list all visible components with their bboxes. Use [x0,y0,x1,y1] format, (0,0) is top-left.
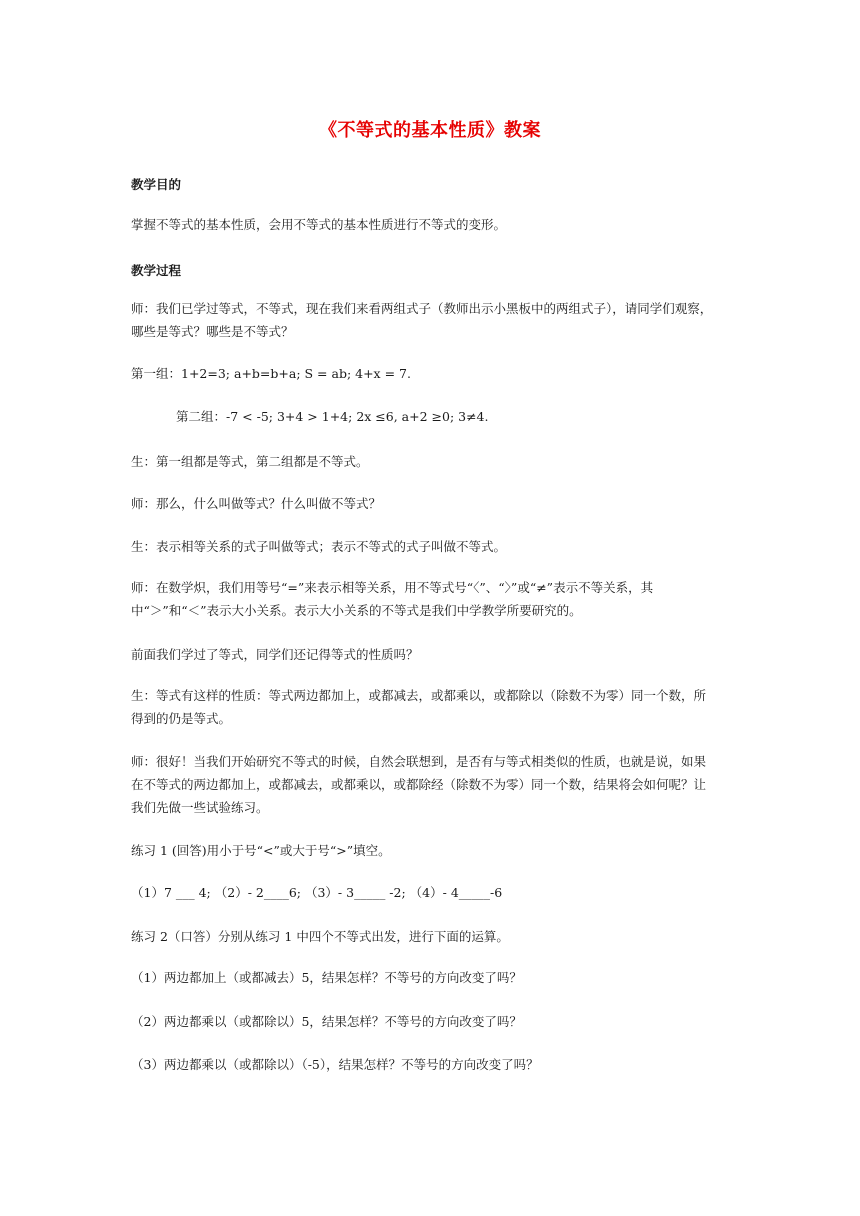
student-answer-2: 生：表示相等关系的式子叫做等式；表示不等式的式子叫做不等式。 [131,539,507,554]
exercise-2: 练习 2（口答）分别从练习 1 中四个不等式出发，进行下面的运算。 [131,929,509,944]
paragraph-line: 在不等式的两边都加上，或都减去，或都乘以，或都除经（除数不为零）同一个数，结果将会如何呢？让 [131,777,707,792]
paragraph-line: 中“＞”和“＜”表示大小关系。表示大小关系的不等式是我们中学教学所要研究的。 [131,603,582,618]
paragraph-teacher-intro [131,297,731,343]
paragraph-line: 哪些是等式？哪些是不等式？ [131,324,294,339]
teacher-transition [131,750,731,819]
heading-teaching-process: 教学过程 [131,263,182,278]
group-two: 第二组：-7 < -5; 3+4 > 1+4; 2x ≤6, a+2 ≥0; 3≠4. [176,409,489,424]
teacher-explanation [131,576,731,622]
student-answer-3 [131,684,731,730]
paragraph-line: 师：很好！当我们开始研究不等式的时候，自然会联想到，是否有与等式相类似的性质，也就是说，如果 [131,754,707,769]
exercise-2-q1: （1）两边都加上（或都减去）5，结果怎样？不等号的方向改变了吗？ [131,970,522,985]
document-title: 《不等式的基本性质》教案 [319,120,541,141]
paragraph-line: 我们先做一些试验练习。 [131,800,269,815]
student-answer-1: 生：第一组都是等式，第二组都是不等式。 [131,454,369,469]
group-one: 第一组：1+2=3; a+b=b+a; S = ab; 4+x = 7. [131,366,411,381]
paragraph-line: 生：等式有这样的性质：等式两边都加上，或都减去，或都乘以，或都除以（除数不为零）同一个数，所 [131,688,707,703]
exercise-1-items: （1）7 ___ 4; （2）- 2____6; （3）- 3_____ -2; （4）- 4_____-6 [131,885,503,900]
exercise-2-q3: （3）两边都乘以（或都除以）（-5），结果怎样？不等号的方向改变了吗？ [131,1057,539,1072]
teacher-question-1: 师：那么，什么叫做等式？什么叫做不等式？ [131,496,382,511]
paragraph-line: 师：在数学炽，我们用等号“=”来表示相等关系，用不等式号“〈”、“〉”或“≠”表示不等关系，其 [131,580,654,595]
paragraph-line: 得到的仍是等式。 [131,711,232,726]
heading-teaching-goal: 教学目的 [131,177,182,192]
exercise-2-q2: （2）两边都乘以（或都除以）5，结果怎样？不等号的方向改变了吗？ [131,1014,522,1029]
review-question: 前面我们学过了等式，同学们还记得等式的性质吗？ [131,647,419,662]
exercise-1: 练习 1 (回答)用小于号“<”或大于号“>”填空。 [131,843,391,858]
goal-text: 掌握不等式的基本性质，会用不等式的基本性质进行不等式的变形。 [131,217,507,232]
paragraph-line: 师：我们已学过等式，不等式，现在我们来看两组式子（教师出示小黑板中的两组式子），请同学们观察， [131,301,713,316]
